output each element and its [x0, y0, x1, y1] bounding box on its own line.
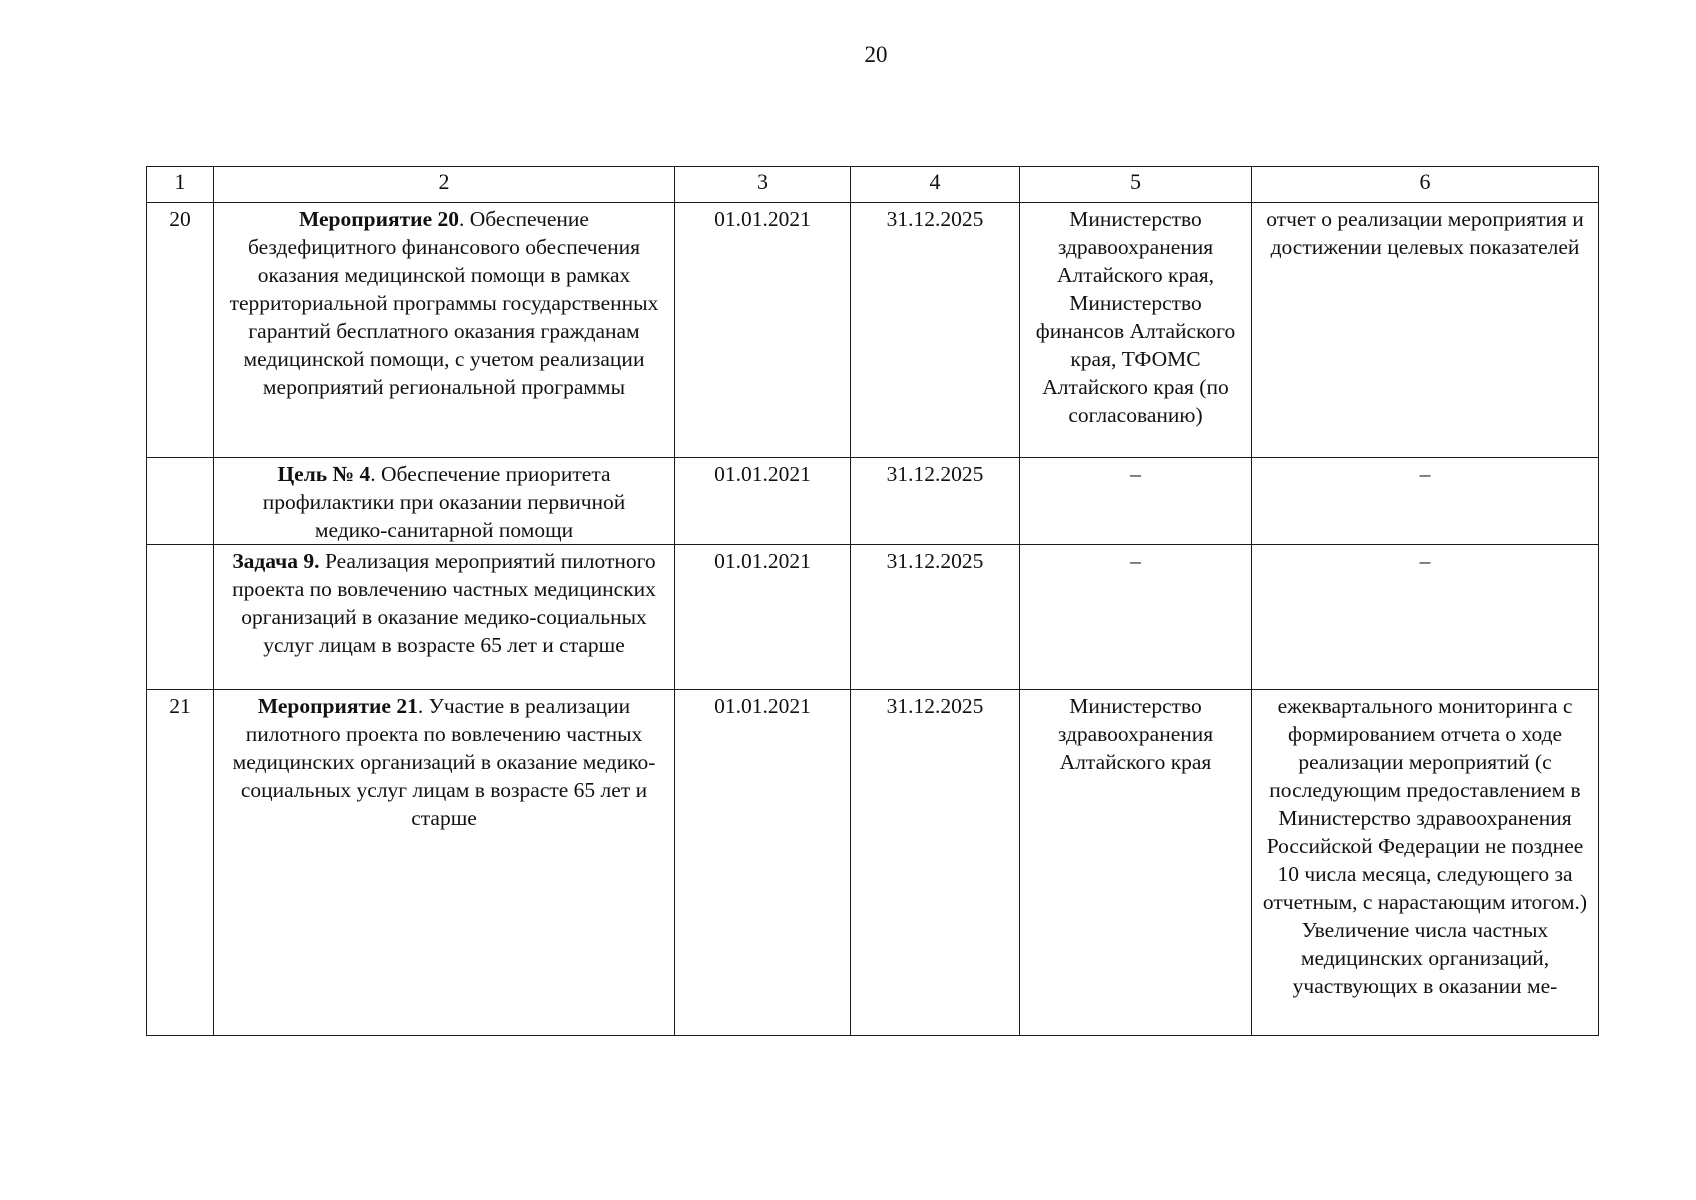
table-row [147, 203, 1599, 458]
expected-result: – [1252, 458, 1599, 545]
start-date: 01.01.2021 [675, 545, 851, 690]
measure-title: Мероприятие 21 [257, 694, 418, 718]
executor: Министерство здравоохранения Алтайского края, Министерство финансов Алтайского края, ТФОМС Алтайского края (по согласованию) [1020, 203, 1252, 458]
table-row [147, 690, 1599, 1036]
column-header: 3 [675, 167, 851, 203]
column-header: 5 [1020, 167, 1252, 203]
column-header: 6 [1252, 167, 1599, 203]
goal-title: Цель № 4 [277, 462, 371, 486]
measure-description [214, 690, 675, 1036]
executor: Министерство здравоохранения Алтайского края [1020, 690, 1252, 1036]
column-header: 4 [851, 167, 1020, 203]
table-header-row [147, 167, 1599, 203]
measure-text: . Участие в реализации пилотного проекта по вовлечению частных медицинских организаций в оказание медико-социальных услуг лицам в возрасте 65 лет и старше [232, 694, 656, 830]
row-number [147, 545, 214, 690]
column-header: 2 [214, 167, 675, 203]
start-date: 01.01.2021 [675, 690, 851, 1036]
start-date: 01.01.2021 [675, 458, 851, 545]
measure-text: . Обеспечение бездефицитного финансового обеспечения оказания медицинской помощи в рамках территориальной программы государственных гарантий бесплатного оказания гражданам медицинской помощи, с учетом реализации мероприятий региональной программы [229, 207, 659, 399]
measure-title: Мероприятие 20 [299, 207, 459, 231]
plan-table [146, 166, 1599, 1036]
expected-result: – [1252, 545, 1599, 690]
task-title: Задача 9. [232, 549, 320, 573]
goal-description [214, 458, 675, 545]
row-number: 21 [147, 690, 214, 1036]
executor: – [1020, 545, 1252, 690]
end-date: 31.12.2025 [851, 203, 1020, 458]
executor: – [1020, 458, 1252, 545]
start-date: 01.01.2021 [675, 203, 851, 458]
end-date: 31.12.2025 [851, 545, 1020, 690]
goal-text: . Обеспечение приоритета профилактики при оказании первичной медико-санитарной помощи [262, 462, 626, 542]
task-description [214, 545, 675, 690]
column-header: 1 [147, 167, 214, 203]
task-text: Реализация мероприятий пилотного проекта по вовлечению частных медицинских организаций в оказание медико-социальных услуг лицам в возрасте 65 лет и старше [232, 549, 656, 657]
page-number: 20 [864, 42, 888, 67]
table-row [147, 545, 1599, 690]
table-row [147, 458, 1599, 545]
row-number [147, 458, 214, 545]
measure-description [214, 203, 675, 458]
expected-result: отчет о реализации мероприятия и достижении целевых показателей [1252, 203, 1599, 458]
expected-result: ежеквартального мониторинга с формированием отчета о ходе реализации мероприятий (с последующим предоставлением в Министерство здравоохранения Российской Федерации не позднее 10 числа месяца, следующего за отчетным, с нарастающим итогом.) Увеличение числа частных медицинских организаций, участвующих в оказании ме- [1252, 690, 1599, 1036]
end-date: 31.12.2025 [851, 690, 1020, 1036]
end-date: 31.12.2025 [851, 458, 1020, 545]
row-number: 20 [147, 203, 214, 458]
